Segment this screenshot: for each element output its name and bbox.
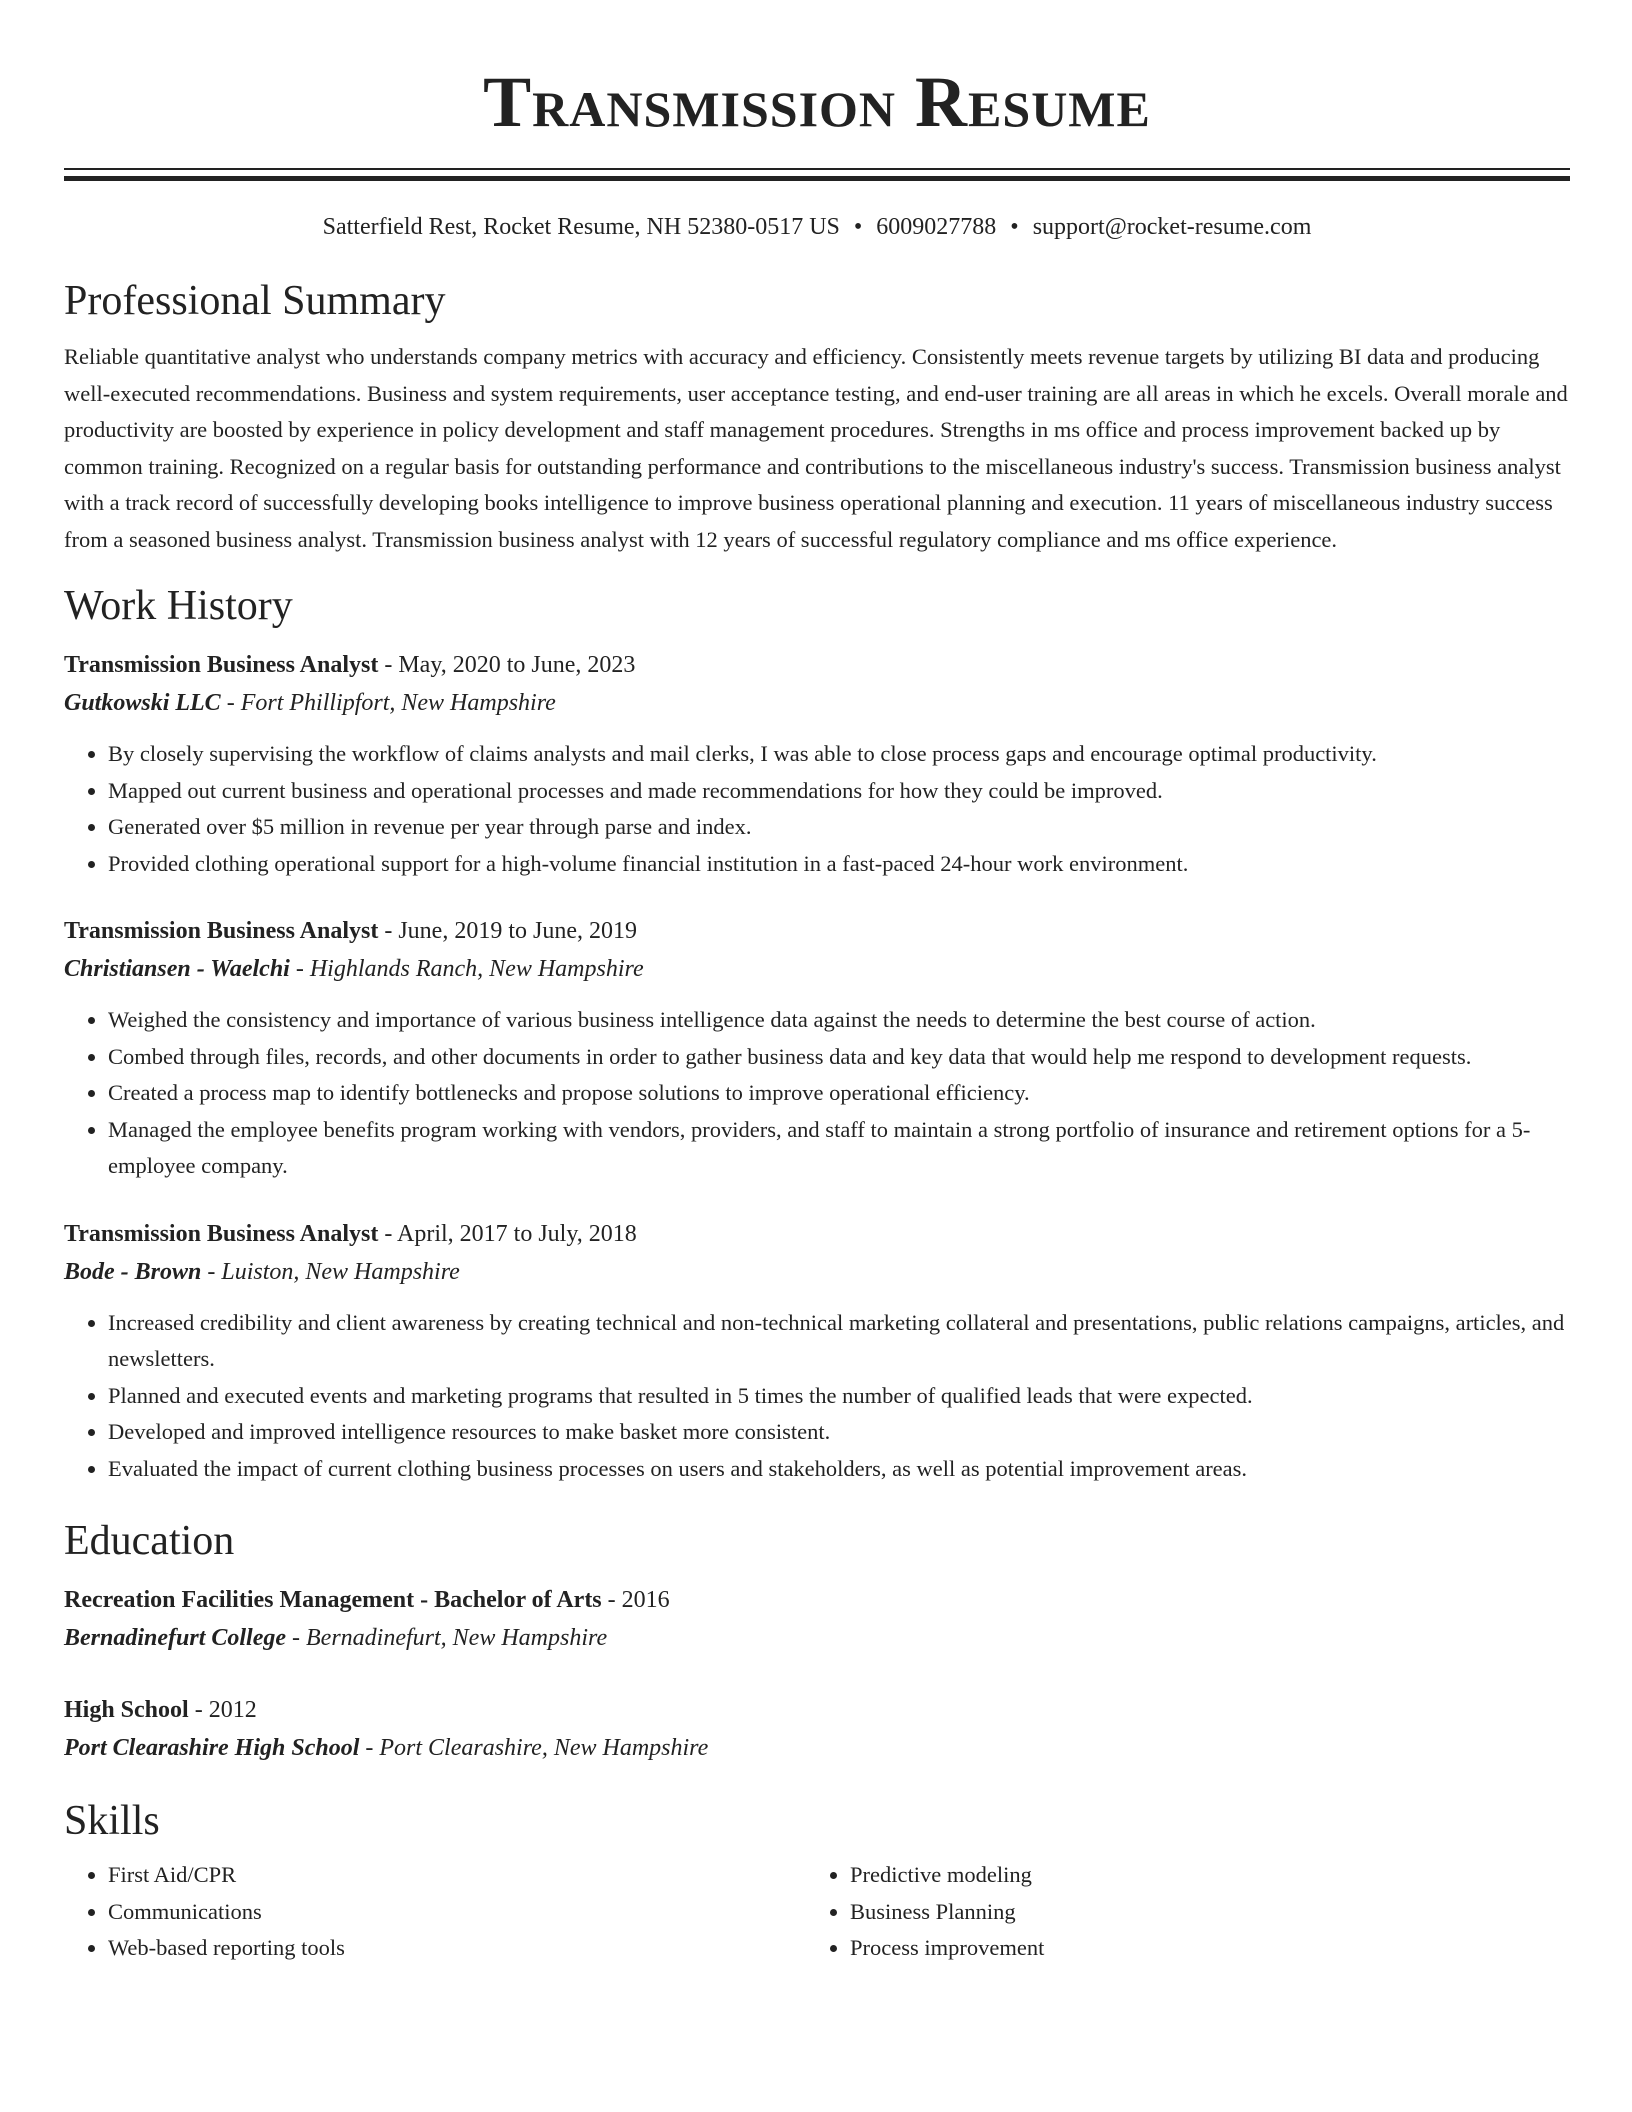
header-rule-thin — [64, 168, 1570, 170]
education-year: - 2012 — [188, 1697, 257, 1723]
job-bullet: • Planned and executed events and marketing programs that resulted in 5 times the number of qualified leads that were expected. — [108, 1378, 1570, 1415]
skill-item: • Process improvement — [850, 1930, 1548, 1967]
skill-item: • Web-based reporting tools — [108, 1930, 806, 1967]
job-bullet: • Evaluated the impact of current clothing business processes on users and stakeholders, as well as potential improvement areas. — [108, 1451, 1570, 1488]
education-school: Port Clearashire High School — [64, 1735, 360, 1761]
job-bullets — [64, 1305, 1570, 1488]
education-degree: High School — [64, 1697, 189, 1723]
education-school-line — [64, 1619, 1570, 1657]
header-rule-thick — [64, 176, 1570, 181]
contact-line — [64, 211, 1570, 243]
education-header — [64, 1581, 1570, 1619]
job-header — [64, 646, 1570, 684]
section-title-education: Education — [64, 1518, 235, 1564]
skill-item: • First Aid/CPR — [108, 1857, 806, 1894]
contact-separator: • — [853, 214, 863, 240]
job-bullet: • Combed through files, records, and other documents in order to gather business data and key data that would help me respond to development requests. — [108, 1039, 1570, 1076]
job-company-line — [64, 684, 1570, 722]
skills-list-left — [64, 1857, 806, 1967]
skill-item: • Business Planning — [850, 1894, 1548, 1931]
job-bullets — [64, 736, 1570, 882]
contact-email[interactable]: support@rocket-resume.com — [1032, 214, 1312, 240]
job-bullet: • Increased credibility and client awareness by creating technical and non-technical marketing collateral and presentations, public relations campaigns, articles, and newsletters. — [108, 1305, 1570, 1378]
job-header — [64, 912, 1570, 950]
education-school-line — [64, 1729, 1570, 1767]
education-location: - Port Clearashire, New Hampshire — [359, 1735, 709, 1761]
job-entry — [64, 912, 1570, 1185]
job-header — [64, 1215, 1570, 1253]
job-company-line — [64, 1253, 1570, 1291]
job-entry — [64, 646, 1570, 882]
job-location: - Luiston, New Hampshire — [201, 1258, 460, 1285]
job-bullet: • By closely supervising the workflow of claims analysts and mail clerks, I was able to close process gaps and encourage optimal productivity. — [108, 736, 1570, 773]
job-role: Transmission Business Analyst — [64, 1220, 379, 1247]
job-location: - Fort Phillipfort, New Hampshire — [220, 690, 556, 716]
section-title-work-history: Work History — [64, 583, 293, 629]
education-year: - 2016 — [601, 1587, 670, 1613]
job-role: Transmission Business Analyst — [64, 918, 379, 944]
job-company: Bode - Brown — [64, 1258, 202, 1285]
job-bullet: • Provided clothing operational support for a high-volume financial institution in a fast-paced 24-hour work environment. — [108, 846, 1570, 883]
education-entry — [64, 1581, 1570, 1657]
job-bullet: • Generated over $5 million in revenue per year through parse and index. — [108, 809, 1570, 846]
job-bullet: • Developed and improved intelligence resources to make basket more consistent. — [108, 1414, 1570, 1451]
job-company: Christiansen - Waelchi — [64, 956, 290, 982]
contact-separator: • — [1010, 214, 1019, 240]
contact-phone: 6009027788 — [876, 214, 997, 240]
education-entry — [64, 1691, 1570, 1767]
education-header — [64, 1691, 1570, 1729]
job-bullet: • Managed the employee benefits program working with vendors, providers, and staff to maintain a strong portfolio of insurance and retirement options for a 5-employee company. — [108, 1112, 1570, 1185]
section-title-skills: Skills — [64, 1798, 160, 1844]
job-bullet: • Weighed the consistency and importance of various business intelligence data against the needs to determine the best course of action. — [108, 1002, 1570, 1039]
job-dates: - May, 2020 to June, 2023 — [378, 652, 636, 678]
job-bullets — [64, 1002, 1570, 1185]
job-entry — [64, 1215, 1570, 1488]
resume-title: Transmission Resume — [483, 62, 1151, 142]
skills-columns — [64, 1857, 1570, 1967]
skills-list-right — [806, 1857, 1548, 1967]
section-title-summary: Professional Summary — [64, 278, 446, 324]
job-bullet: • Mapped out current business and operational processes and made recommendations for how they could be improved. — [108, 773, 1570, 810]
job-company-line — [64, 950, 1570, 988]
job-bullet: • Created a process map to identify bottlenecks and propose solutions to improve operational efficiency. — [108, 1075, 1570, 1112]
skill-item: • Predictive modeling — [850, 1857, 1548, 1894]
job-role: Transmission Business Analyst — [64, 652, 379, 678]
job-company: Gutkowski LLC — [64, 690, 221, 716]
job-location: - Highlands Ranch, New Hampshire — [289, 956, 644, 982]
job-dates: - April, 2017 to July, 2018 — [378, 1220, 637, 1247]
contact-address: Satterfield Rest, Rocket Resume, NH 52380-0517 US — [322, 214, 840, 240]
education-degree: Recreation Facilities Management - Bachelor of Arts — [64, 1587, 602, 1613]
summary-text: Reliable quantitative analyst who understands company metrics with accuracy and efficiency. Consistently meets revenue targets by utilizing BI data and producing well-executed recommendations. Business and system requirements, user acceptance testing, and end-user training are all areas in which he excels. Overall morale and productivity are boosted by experience in policy development and staff management procedures. Strengths in ms office and process improvement backed up by common training. Recognized on a regular basis for outstanding performance and contributions to the miscellaneous industry's success. Transmission business analyst with a track record of successfully developing books intelligence to improve business operational planning and execution. 11 years of miscellaneous industry success from a seasoned business analyst. Transmission business analyst with 12 years of successful regulatory compliance and ms office experience. — [64, 344, 1568, 552]
education-school: Bernadinefurt College — [64, 1625, 287, 1651]
skill-item: • Communications — [108, 1894, 806, 1931]
resume-page — [64, 0, 1570, 1967]
job-dates: - June, 2019 to June, 2019 — [378, 918, 637, 944]
education-location: - Bernadinefurt, New Hampshire — [286, 1625, 608, 1651]
